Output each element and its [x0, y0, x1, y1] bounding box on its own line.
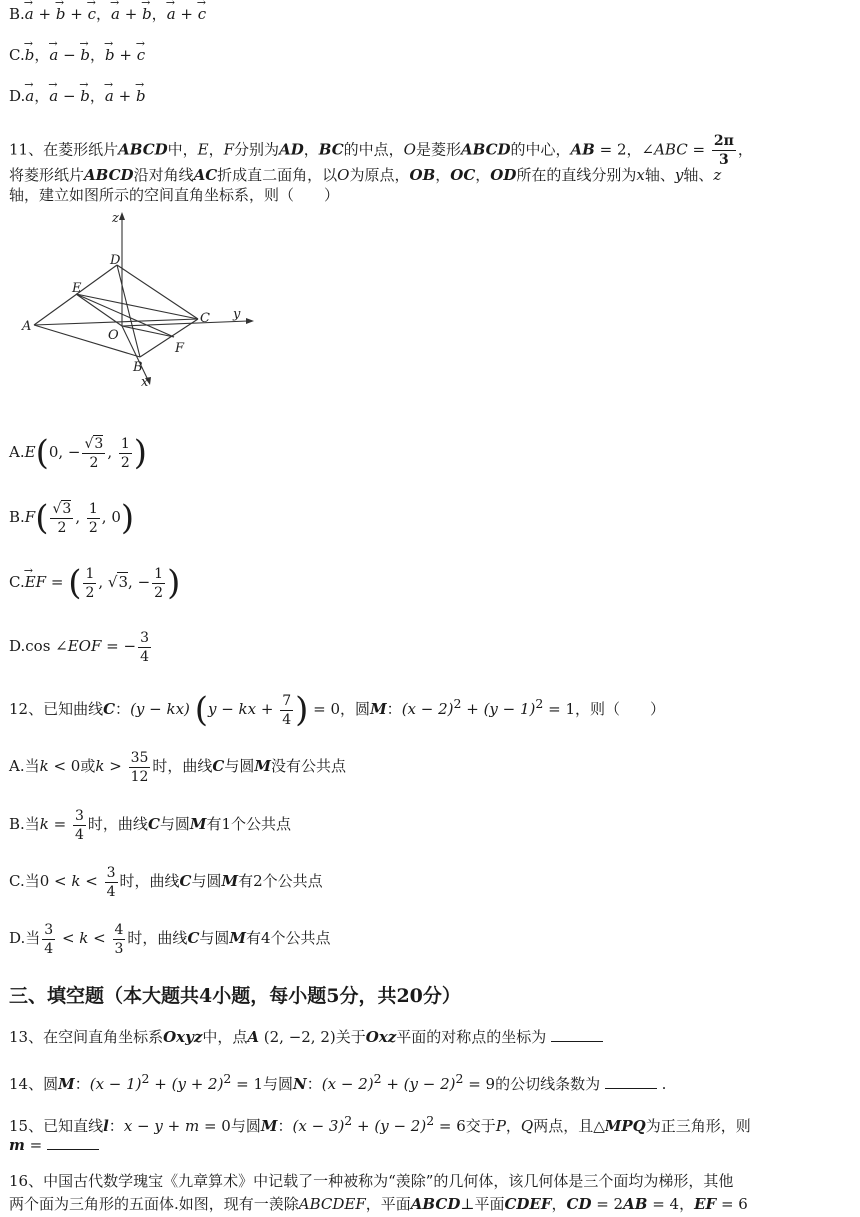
- q16-line1: 16、中国古代数学瑰宝《九章算术》中记载了一种被称为“羡除”的几何体，该几何体是三个面均为梯形，其他: [9, 1172, 734, 1190]
- q15-answer-blank[interactable]: [47, 1135, 99, 1150]
- q12-option-a: A.当k < 0或k > $\frac{35}{12}$ 时，曲线C与圆M没有公共点: [9, 749, 347, 785]
- label-E: E: [72, 281, 82, 296]
- q11-stem-line2: 将菱形纸片ABCD沿对角线AC折成直二面角，以O为原点，OB，OC，OD所在的直线分别为x轴、y轴、z: [9, 166, 722, 184]
- q14: 14、圆M：$(x - 1)^2 + (y + 2)^2 = 1$与圆N：$(x - 2)^2 + (y - 2)^2 = 9$的公切线条数为 .: [9, 1071, 667, 1093]
- q12-option-b: B.当k = $\frac{3}{4}$ 时，曲线C与圆M有1个公共点: [9, 807, 292, 843]
- q10-option-d: D.→ a，→ a − → b，→ a + → b: [9, 85, 146, 107]
- q11-option-d: D.cos ∠EOF = − $\frac{3}{4}$: [9, 629, 149, 665]
- q11-option-c: C.→ EF = ( $\frac{1}{2}$ , √3, − $\frac{1}{2}$ ): [9, 562, 180, 603]
- q12-option-d: D.当 $\frac{3}{4}$ < k < $\frac{4}{3}$ 时，曲线C与圆M有4个公共点: [9, 921, 331, 957]
- q16-line2: 两个面为三角形的五面体.如图，现有一羡除ABCDEF，平面ABCD⊥平面CDEF，CD = 2AB = 4，EF = 6: [9, 1195, 748, 1213]
- q11-stem-line1: 11、在菱形纸片ABCD中，E，F分别为AD，BC的中点，O是菱形ABCD的中心，AB = 2，∠ABC = $\frac{2\pi}{3}$ ，: [9, 133, 753, 168]
- q10-option-b: B.→ a + → b + → c，→ a + → b，→ a + → c: [9, 3, 206, 25]
- q11-figure: [20, 208, 270, 393]
- label-A: A: [22, 319, 32, 334]
- label-C: C: [200, 311, 210, 326]
- q13-answer-blank[interactable]: [551, 1027, 603, 1042]
- q10-option-c: C.→ b，→ a − → b，→ b + → c: [9, 44, 145, 66]
- q14-answer-blank[interactable]: [605, 1074, 657, 1089]
- label-O: O: [108, 328, 119, 343]
- q12-stem: 12、已知曲线C：(y − kx) (y − kx + $\frac{7}{4}$ ) = 0，圆M：$(x - 2)^2 + (y - 1)^2 = 1$，则（ ）: [9, 690, 666, 730]
- q15-line2: m =: [9, 1134, 99, 1156]
- q15-line1: 15、已知直线l：x − y + m = 0与圆M：$(x - 3)^2 + (y - 2)^2 = 6$交于P，Q两点，且△MPQ为正三角形，则: [9, 1113, 751, 1135]
- q11-option-a: A.E(0, − $\frac{√3}{2}$ , $\frac{1}{2}$ ): [9, 433, 148, 473]
- label-z: z: [112, 211, 119, 226]
- label-y: y: [233, 307, 241, 322]
- label-x: x: [141, 375, 149, 390]
- section-3-heading: 三、填空题（本大题共4小题，每小题5分，共20分）: [9, 985, 461, 1007]
- label-F: F: [175, 341, 185, 356]
- label-D: D: [110, 253, 121, 268]
- q11-option-b: B.F( $\frac{√3}{2}$ , $\frac{1}{2}$ , 0): [9, 498, 135, 538]
- q13: 13、在空间直角坐标系Oxyz中，点A (2, −2, 2)关于Oxz平面的对称点的坐标为: [9, 1026, 603, 1048]
- label-B: B: [133, 360, 143, 375]
- q12-option-c: C.当0 < k < $\frac{3}{4}$ 时，曲线C与圆M有2个公共点: [9, 864, 323, 900]
- q11-stem-line3: 轴，建立如图所示的空间直角坐标系，则（ ）: [9, 186, 340, 204]
